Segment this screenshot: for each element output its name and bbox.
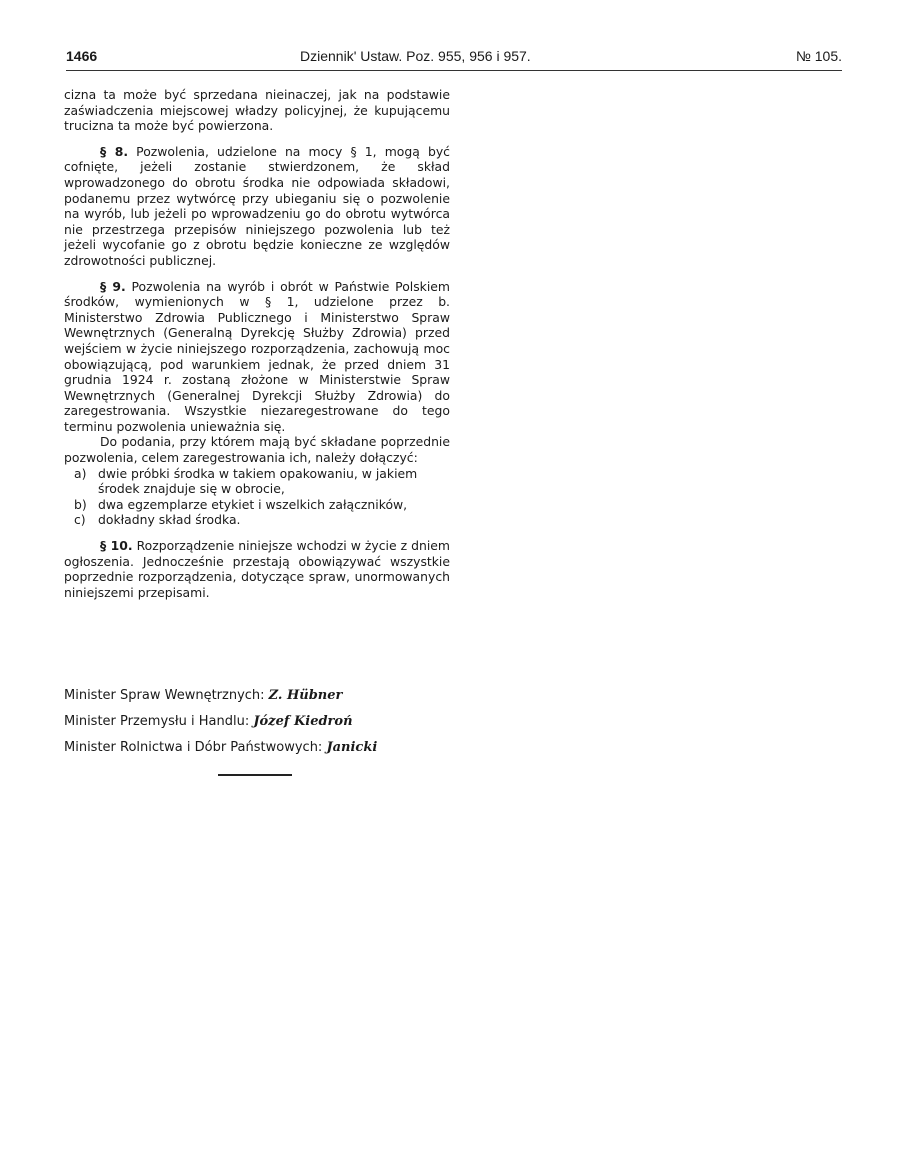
signature-role: Minister Spraw Wewnętrznych: bbox=[64, 688, 265, 703]
section-10-text: Rozporządzenie niniejsze wchodzi w życie z dniem ogłoszenia. Jednocześnie przestają obowiązywać wszystkie poprzednie rozporządzenia, dotyczące spraw, unormowanych niniejszemi przepisami. bbox=[64, 538, 450, 600]
list-item-mark: c) bbox=[74, 512, 86, 528]
page-number: 1466 bbox=[66, 48, 98, 64]
header-rule bbox=[66, 70, 842, 71]
list-item-text: dokładny skład środka. bbox=[98, 512, 241, 528]
list-item-text: dwie próbki środka w takiem opakowaniu, w jakiem środek znajduje się w obrocie, bbox=[98, 465, 418, 497]
end-rule bbox=[218, 774, 292, 776]
section-10-label: § 10. bbox=[100, 538, 133, 554]
section-9-second-paragraph: Do podania, przy którem mają być składane poprzednie pozwolenia, celem zaregestrowania ich, należy dołączyć: bbox=[64, 434, 450, 466]
signature-name: Z. Hübner bbox=[268, 688, 343, 703]
section-8 bbox=[64, 144, 450, 269]
page-header bbox=[66, 48, 842, 70]
list-item bbox=[64, 466, 450, 497]
list-item bbox=[64, 497, 450, 513]
signature-name: Janicki bbox=[326, 740, 378, 755]
continuation-paragraph: cizna ta może być sprzedana nieinaczej, jak na podstawie zaświadczenia miejscowej władzy policyjnej, że kupującemu trucizna ta może być powierzona. bbox=[64, 87, 450, 134]
list-item-text: dwa egzemplarze etykiet i wszelkich załączników, bbox=[98, 496, 408, 512]
signature-role: Minister Przemysłu i Handlu: bbox=[64, 714, 250, 729]
signature-role: Minister Rolnictwa i Dóbr Państwowych: bbox=[64, 740, 323, 755]
signature-line bbox=[64, 712, 564, 738]
list-item-mark: a) bbox=[74, 465, 87, 481]
signature-line bbox=[64, 686, 564, 712]
text-column bbox=[64, 87, 450, 600]
section-8-label: § 8. bbox=[100, 143, 129, 159]
section-10 bbox=[64, 538, 450, 600]
attachments-list bbox=[64, 466, 450, 528]
signature-line bbox=[64, 738, 564, 764]
signature-name: Józef Kiedroń bbox=[253, 714, 353, 729]
section-9-label: § 9. bbox=[100, 278, 126, 294]
section-9-text: Pozwolenia na wyrób i obrót w Państwie Polskiem środków, wymienionych w § 1, udzielone przez b. Ministerstwo Zdrowia Publicznego i Ministerstwo Spraw Wewnętrznych (Generalną Dyrekcję Służby Zdrowia) przed wejściem w życie niniejszego rozporządzenia, zachowują moc obowiązującą, pod warunkiem jednak, że przed dniem 31 grudnia 1924 r. zostaną złożone w Ministerstwie Spraw Wewnętrznych (Generalnej Dyrekcji Służby Zdrowia) do zaregestrowania. Wszystkie niezaregestrowane do tego terminu pozwolenia unieważnia się. bbox=[64, 278, 450, 434]
section-9 bbox=[64, 279, 450, 435]
list-item bbox=[64, 512, 450, 528]
issue-number: № 105. bbox=[795, 48, 842, 64]
journal-title: Dziennik' Ustaw. Poz. 955, 956 i 957. bbox=[300, 48, 531, 64]
section-8-text: Pozwolenia, udzielone na mocy § 1, mogą być cofnięte, jeżeli zostanie stwierdzonem, że skład wprowadzonego do obrotu środka nie odpowiada składowi, podanemu przez wytwórcę przy ubieganiu się o pozwolenie na wyrób, lub jeżeli po wprowadzeniu go do obrotu wytwórca nie przestrzega przepisów niniejszego pozwolenia lub też jeżeli wycofanie go z obrotu będzie konieczne ze względów zdrowotności publicznej. bbox=[64, 143, 450, 268]
signatures-block bbox=[64, 686, 564, 764]
list-item-mark: b) bbox=[74, 496, 87, 512]
